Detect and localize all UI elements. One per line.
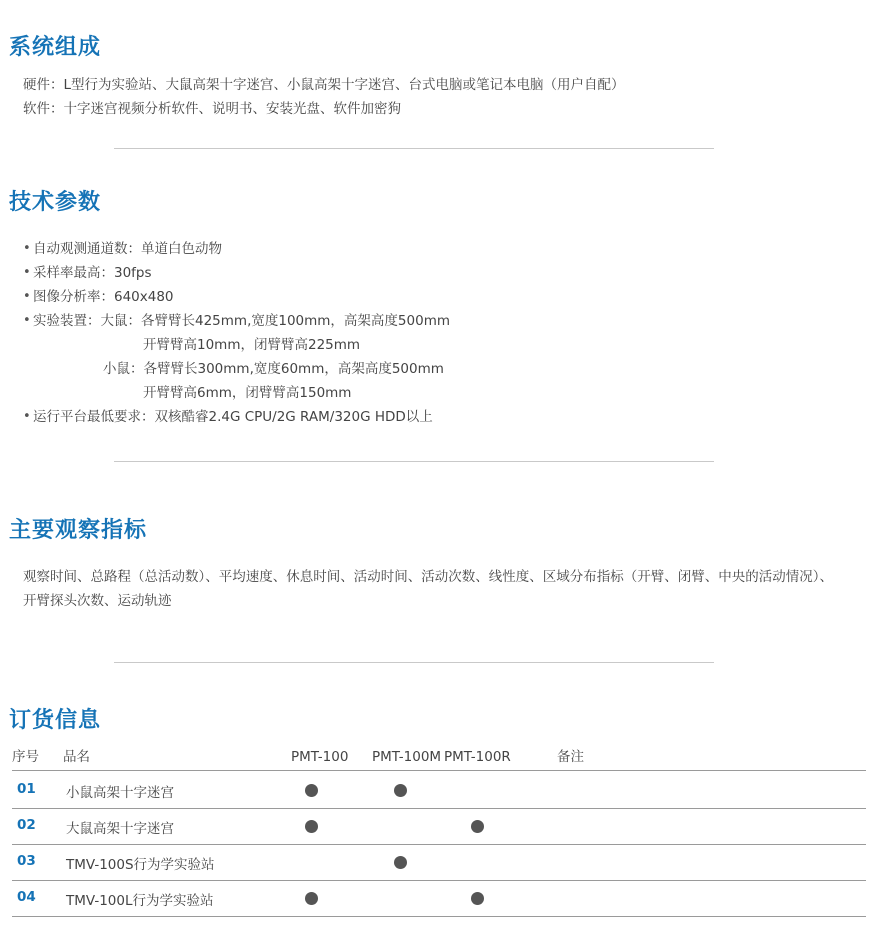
availability-dot-icon: [394, 856, 407, 869]
table-row: [12, 808, 866, 845]
software-line: 软件：十字迷宫视频分析软件、说明书、安装光盘、软件加密狗: [23, 101, 401, 117]
row-product-name: 大鼠高架十字迷宫: [66, 821, 174, 837]
row-product-name: TMV-100L行为学实验站: [66, 893, 214, 909]
bullet-icon: •: [23, 289, 31, 304]
availability-dot-icon: [471, 820, 484, 833]
spec-item: 图像分析率：640x480: [33, 289, 174, 305]
bullet-icon: •: [23, 409, 31, 424]
bullet-icon: •: [23, 265, 31, 280]
spec-item: 运行平台最低要求：双核酷睿2.4G CPU/2G RAM/320G HDD以上: [33, 409, 433, 425]
spec-item-mouse: 小鼠：各臂臂长300mm,宽度60mm，高架高度500mm: [103, 361, 444, 377]
divider: [114, 148, 714, 149]
table-row: [12, 880, 866, 917]
table-header-divider: [12, 770, 866, 771]
col-header-pmt100m: PMT-100M: [372, 749, 442, 765]
section-title-indicators: 主要观察指标: [9, 518, 148, 543]
row-product-name: 小鼠高架十字迷宫: [66, 785, 174, 801]
availability-dot-icon: [305, 784, 318, 797]
bullet-icon: •: [23, 313, 31, 328]
col-header-pmt100: PMT-100: [291, 749, 349, 765]
row-number: 02: [17, 817, 36, 833]
row-product-name: TMV-100S行为学实验站: [66, 857, 215, 873]
bullet-icon: •: [23, 241, 31, 256]
availability-dot-icon: [305, 892, 318, 905]
col-header-no: 序号: [12, 749, 39, 765]
row-number: 03: [17, 853, 36, 869]
spec-item-continued: 开臂臂高6mm，闭臂臂高150mm: [143, 385, 352, 401]
col-header-remark: 备注: [557, 749, 584, 765]
col-header-pmt100r: PMT-100R: [444, 749, 511, 765]
availability-dot-icon: [394, 784, 407, 797]
row-number: 01: [17, 781, 36, 797]
spec-item: 自动观测通道数：单道白色动物: [33, 241, 222, 257]
row-number: 04: [17, 889, 36, 905]
section-title-specs: 技术参数: [9, 190, 102, 215]
spec-item: 采样率最高：30fps: [33, 265, 152, 281]
hardware-line: 硬件：L型行为实验站、大鼠高架十字迷宫、小鼠高架十字迷宫、台式电脑或笔记本电脑（用户自配）: [23, 77, 625, 93]
divider: [114, 662, 714, 663]
section-title-order: 订货信息: [9, 708, 102, 733]
availability-dot-icon: [471, 892, 484, 905]
availability-dot-icon: [305, 820, 318, 833]
spec-item: 实验装置：大鼠：各臂臂长425mm,宽度100mm，高架高度500mm: [33, 313, 450, 329]
spec-item-continued: 开臂臂高10mm，闭臂臂高225mm: [143, 337, 361, 353]
table-row: [12, 772, 866, 809]
section-title-composition: 系统组成: [9, 35, 102, 60]
table-row: [12, 844, 866, 881]
divider: [114, 461, 714, 462]
indicators-text: 观察时间、总路程（总活动数）、平均速度、休息时间、活动时间、活动次数、线性度、区域分布指标（开臂、闭臂、中央的活动情况）、开臂探头次数、运动轨迹: [23, 569, 833, 609]
col-header-name: 品名: [63, 749, 90, 765]
